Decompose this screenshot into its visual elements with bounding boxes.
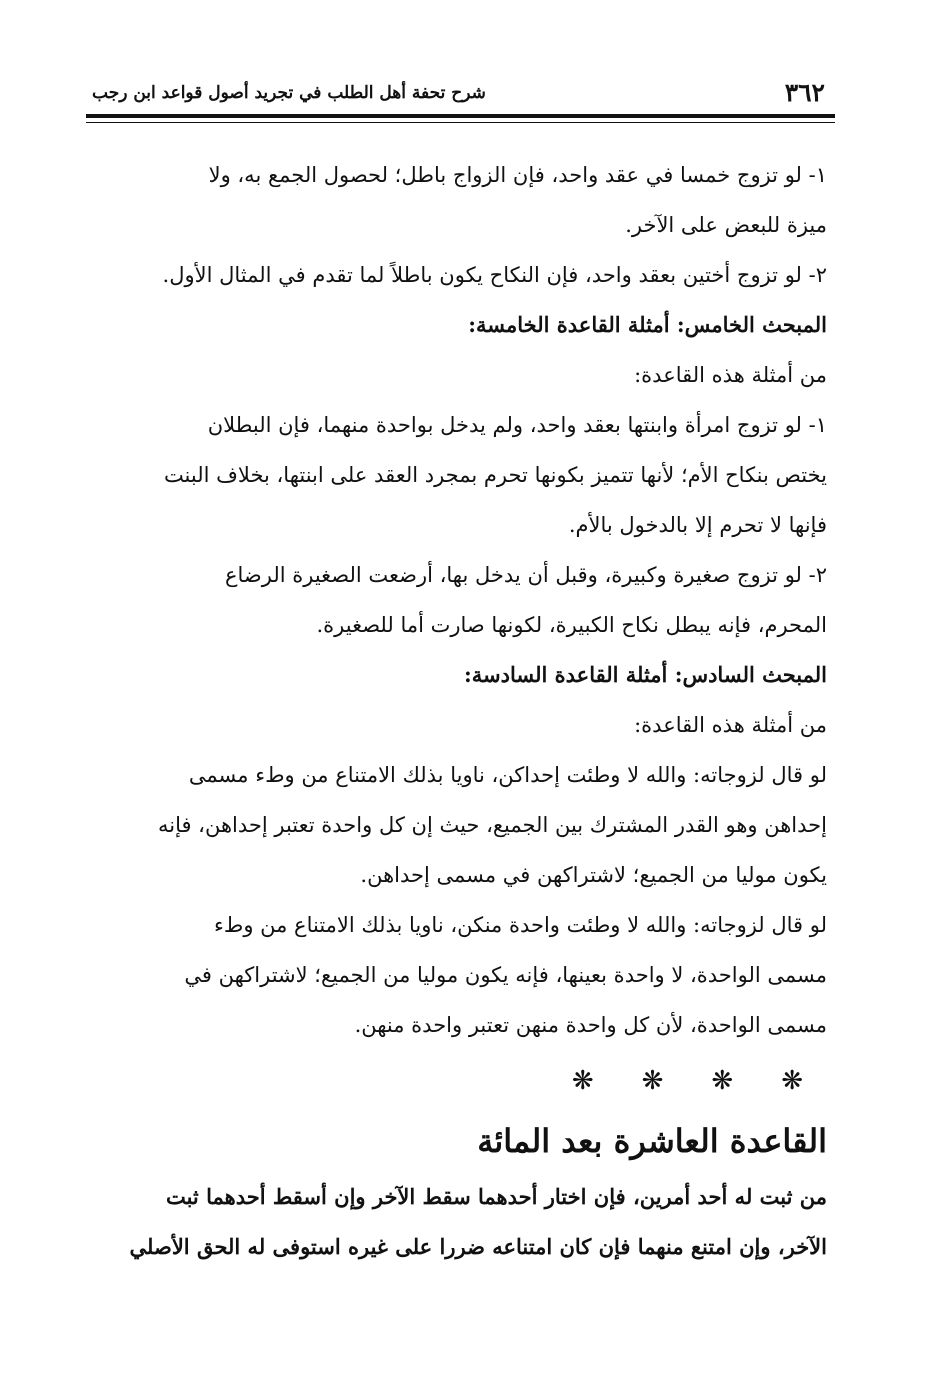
asterism-icon: ❋ xyxy=(641,1066,664,1096)
rule-text-line: الآخر، وإن امتنع منهما فإن كان امتناعه ضررا على غيره استوفى له الحق الأصلي xyxy=(129,1234,827,1259)
asterism-icon: ❋ xyxy=(571,1066,594,1096)
header-rule-thin xyxy=(86,122,835,123)
header-rule-thick xyxy=(86,114,835,118)
text-line: من أمثلة هذه القاعدة: xyxy=(634,713,827,737)
text-line: فإنها لا تحرم إلا بالدخول بالأم. xyxy=(568,513,827,537)
text-line: ٢- لو تزوج أختين بعقد واحد، فإن النكاح يكون باطلاً لما تقدم في المثال الأول. xyxy=(162,263,827,287)
section-heading: المبحث الخامس: أمثلة القاعدة الخامسة: xyxy=(468,312,827,337)
text-line: يكون موليا من الجميع؛ لاشتراكهن في مسمى إحداهن. xyxy=(360,863,827,887)
text-line: يختص بنكاح الأم؛ لأنها تتميز بكونها تحرم بمجرد العقد على ابنتها، بخلاف البنت xyxy=(163,463,827,487)
text-line: لو قال لزوجاته: والله لا وطئت إحداكن، ناويا بذلك الامتناع من وطء مسمى xyxy=(188,763,827,787)
page-number: ٣٦٢ xyxy=(784,78,825,107)
text-line: ميزة للبعض على الآخر. xyxy=(625,213,827,237)
text-line: لو قال لزوجاته: والله لا وطئت واحدة منكن، ناويا بذلك الامتناع من وطء xyxy=(214,913,827,937)
section-separator xyxy=(92,1056,827,1106)
text-line: المحرم، فإنه يبطل نكاح الكبيرة، لكونها صارت أما للصغيرة. xyxy=(316,613,827,637)
text-line: ١- لو تزوج امرأة وابنتها بعقد واحد، ولم يدخل بواحدة منهما، فإن البطلان xyxy=(207,413,827,437)
text-line: مسمى الواحدة، لأن كل واحدة منهن تعتبر واحدة منهن. xyxy=(354,1013,827,1037)
text-line: من أمثلة هذه القاعدة: xyxy=(634,363,827,387)
text-line: ١- لو تزوج خمسا في عقد واحد، فإن الزواج باطل؛ لحصول الجمع به، ولا xyxy=(208,163,827,187)
text-line: مسمى الواحدة، لا واحدة بعينها، فإنه يكون موليا من الجميع؛ لاشتراكهن في xyxy=(184,963,827,987)
asterism-icon: ❋ xyxy=(711,1066,734,1096)
rule-text-line: من ثبت له أحد أمرين، فإن اختار أحدهما سقط الآخر وإن أسقط أحدهما ثبت xyxy=(165,1184,827,1209)
asterism-icon: ❋ xyxy=(781,1066,803,1096)
text-line: ٢- لو تزوج صغيرة وكبيرة، وقبل أن يدخل بها، أرضعت الصغيرة الرضاع xyxy=(224,563,827,587)
page-body xyxy=(92,150,827,1272)
section-heading: المبحث السادس: أمثلة القاعدة السادسة: xyxy=(464,662,827,687)
text-line: إحداهن وهو القدر المشترك بين الجميع، حيث إن كل واحدة تعتبر إحداهن، فإنه xyxy=(157,813,827,837)
rule-title: القاعدة العاشرة بعد المائة xyxy=(477,1122,827,1160)
page-header xyxy=(92,78,825,110)
running-title: شرح تحفة أهل الطلب في تجريد أصول قواعد ابن رجب xyxy=(92,83,486,103)
